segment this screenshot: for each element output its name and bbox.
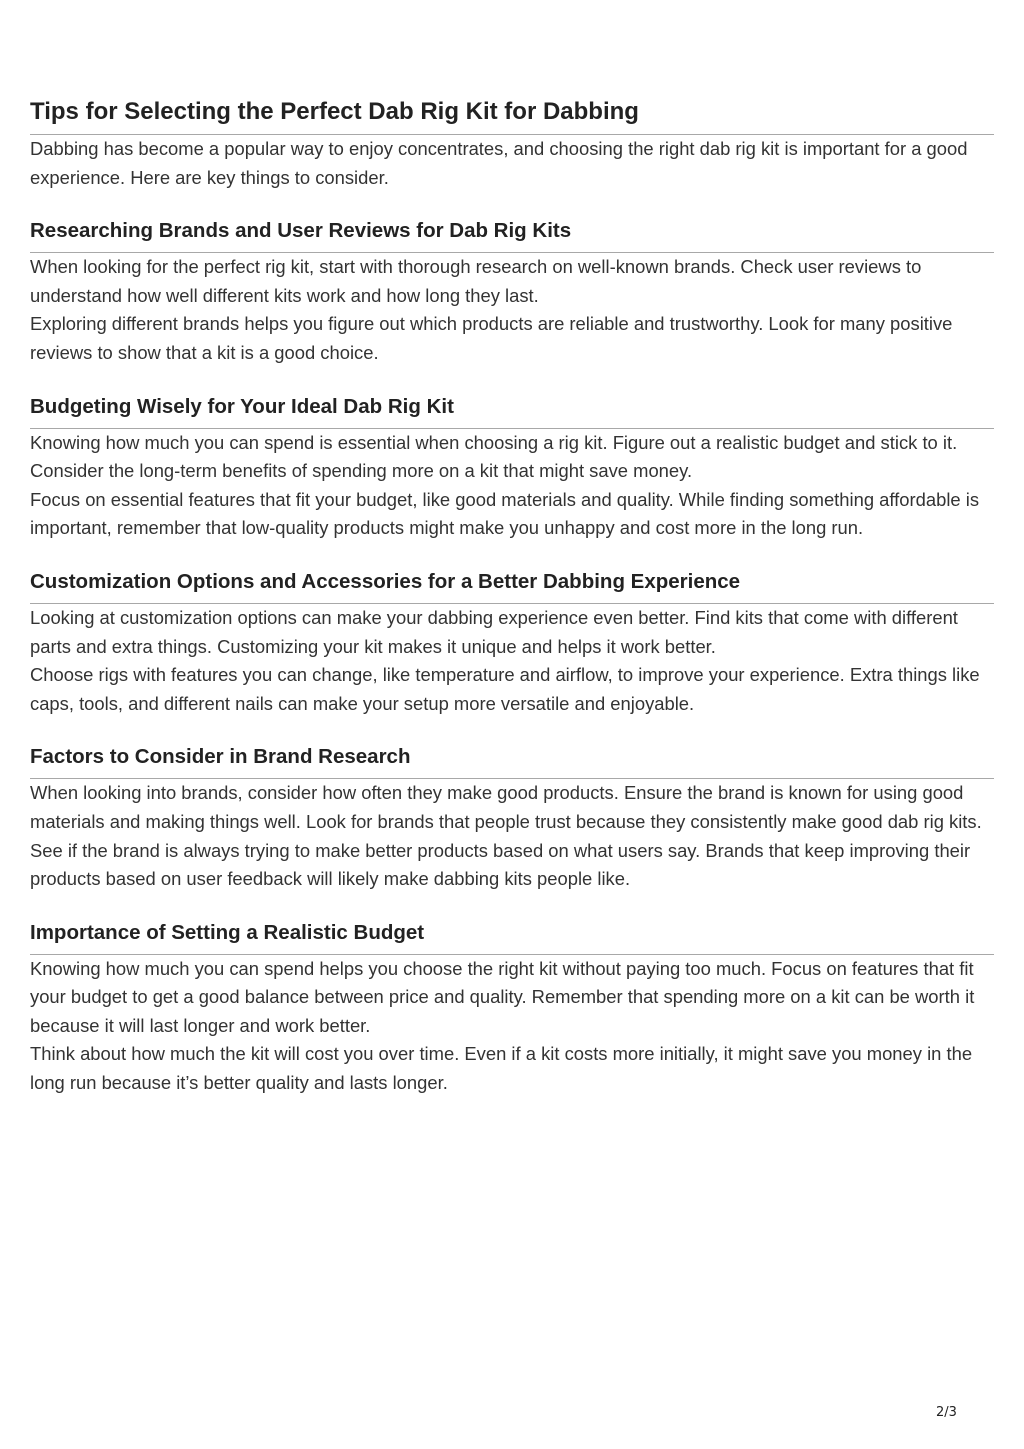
paragraph: Exploring different brands helps you figure out which products are reliable and trustworthy. Look for many positive reviews to show that a kit is a good choice. (30, 313, 953, 363)
paragraph: When looking for the perfect rig kit, start with thorough research on well-known brands. Check user reviews to understand how well different kits work and how long they last. (30, 256, 922, 306)
section-researching-brands (30, 217, 994, 367)
section-heading: Factors to Consider in Brand Research (30, 743, 994, 779)
section-heading: Researching Brands and User Reviews for Dab Rig Kits (30, 217, 994, 253)
section-heading: Budgeting Wisely for Your Ideal Dab Rig Kit (30, 393, 994, 429)
section-brand-research-factors (30, 743, 994, 893)
paragraph: When looking into brands, consider how often they make good products. Ensure the brand is known for using good materials and making things well. Look for brands that people trust because they consistently make good dab rig kits. (30, 782, 982, 832)
paragraph: See if the brand is always trying to make better products based on what users say. Brands that keep improving their products based on user feedback will likely make dabbing kits people like. (30, 839, 971, 890)
paragraph: Focus on essential features that fit your budget, like good materials and quality. While finding something affordable is important, remember that low-quality products might make you unhappy and cost more in the long run. (30, 488, 980, 539)
paragraph: Looking at customization options can make your dabbing experience even better. Find kits that come with different parts and extra things. Customizing your kit makes it unique and helps it work better. (30, 606, 958, 657)
paragraph: Think about how much the kit will cost you over time. Even if a kit costs more initially, it might save you money in the long run because it’s better quality and lasts longer. (30, 1043, 973, 1094)
section-budgeting-wisely (30, 393, 994, 543)
section-realistic-budget (30, 919, 994, 1098)
page-title: Tips for Selecting the Perfect Dab Rig Kit for Dabbing (30, 96, 994, 135)
section-heading: Importance of Setting a Realistic Budget (30, 919, 994, 955)
paragraph: Knowing how much you can spend helps you choose the right kit without paying too much. Focus on features that fit your budget to get a good balance between price and quality. Remember that spending more on a kit can be worth it because it will last longer and work better. (30, 957, 975, 1036)
page-number: 2/3 (936, 1405, 957, 1420)
section-heading: Customization Options and Accessories for a Better Dabbing Experience (30, 568, 994, 604)
article (30, 96, 994, 1098)
paragraph: Knowing how much you can spend is essential when choosing a rig kit. Figure out a realistic budget and stick to it. Consider the long-term benefits of spending more on a kit that might save money. (30, 431, 958, 482)
paragraph: Choose rigs with features you can change, like temperature and airflow, to improve your experience. Extra things like caps, tools, and different nails can make your setup more versatile and enjoyable. (30, 664, 980, 714)
section-customization-options (30, 568, 994, 718)
intro-paragraph: Dabbing has become a popular way to enjoy concentrates, and choosing the right dab rig kit is important for a good experience. Here are key things to consider. (30, 138, 968, 188)
